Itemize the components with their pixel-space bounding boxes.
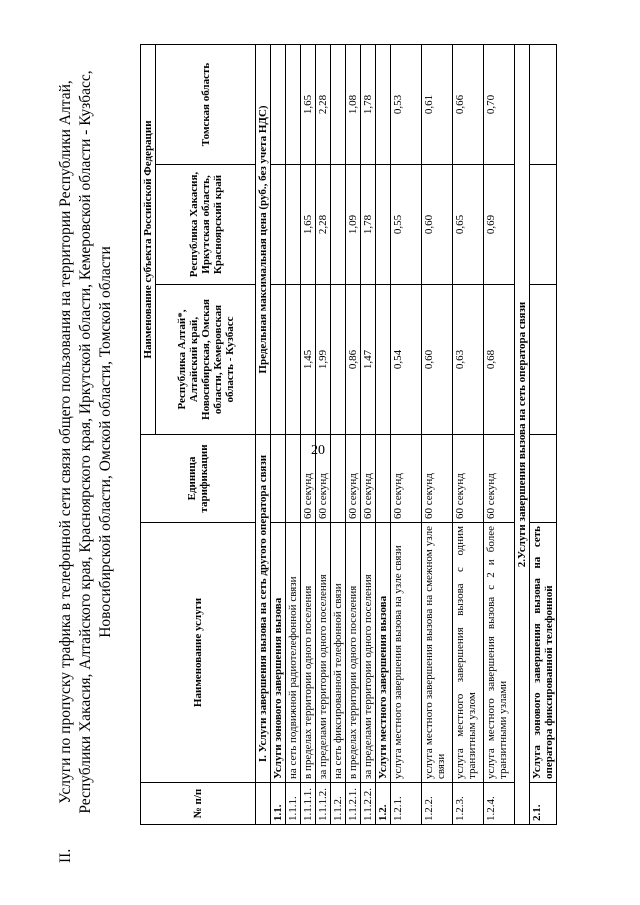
row-unit: 60 секунд [346,435,361,523]
row-price-region-1 [286,285,301,435]
row-num: 1.2.2. [422,783,453,825]
row-num: 1.2.1. [391,783,422,825]
row-price-region-2: 1,09 [346,165,361,285]
row-unit: 60 секунд [484,435,515,523]
row-price-region-3: 0,61 [422,44,453,164]
row-2-1-p2 [530,165,557,285]
row-2-1-name: Услуга зонового завершения вызова на сеть оператора фиксированной телефонной [530,523,557,783]
table-row [271,44,286,824]
row-unit: 60 секунд [361,435,376,523]
table-row [301,44,316,824]
row-num: 1.1.2.1. [346,783,361,825]
row-name: на сеть подвижной радиотелефонной связи [286,523,301,783]
table-row [422,44,453,824]
section-title [56,62,116,863]
row-unit: 60 секунд [391,435,422,523]
table-row [286,44,301,824]
row-price-region-2: 0,60 [422,165,453,285]
row-price-region-2: 1,78 [361,165,376,285]
row-price-region-2: 1,65 [301,165,316,285]
row-name: услуга местного завершения вызова с 2 и более транзитными узлами [484,523,515,783]
row-name: за пределами территории одного поселения [361,523,376,783]
row-name: услуга местного завершения вызова на узле связи [391,523,422,783]
table-row [331,44,346,824]
row-num: 1.1.1.2. [316,783,331,825]
row-num: 1.1.1. [286,783,301,825]
row-unit: 60 секунд [316,435,331,523]
row-2-1-p1 [530,285,557,435]
row-name: услуга местного завершения вызова на смежном узле связи [422,523,453,783]
row-price-region-3: 2,28 [316,44,331,164]
table-row [376,44,391,824]
row-price-region-1 [376,285,391,435]
row-price-region-1: 1,99 [316,285,331,435]
row-price-region-2: 2,28 [316,165,331,285]
row-price-region-1 [331,285,346,435]
row-num: 1.1.1.1. [301,783,316,825]
header-num: № п/п [141,783,256,825]
row-price-region-1: 0,63 [453,285,484,435]
price-note: Предельная максимальная цена (руб., без учета НДС) [256,44,271,434]
table-body [271,44,515,824]
header-region-1: Республика Алтай*, Алтайский край, Новосибирская, Омская области, Кемеровская область - Кузбасс [156,285,256,435]
row-price-region-3: 1,08 [346,44,361,164]
section-1-label: I. Услуги завершения вызова на сеть другого оператора связи [256,435,271,783]
row-price-region-3: 0,70 [484,44,515,164]
row-price-region-3: 1,65 [301,44,316,164]
row-unit [331,435,346,523]
header-region-group: Наименование субъекта Российской Федерации [141,44,156,434]
row-unit: 60 секунд [301,435,316,523]
section-number: II. [57,848,74,863]
row-price-region-2 [286,165,301,285]
row-price-region-3 [286,44,301,164]
row-name: в пределах территории одного поселения [346,523,361,783]
row-name: за пределами территории одного поселения [316,523,331,783]
row-num: 1.1.2.2. [361,783,376,825]
section-title-text: Услуги по пропуску трафика в телефонной сети связи общего пользования на территории Республики Алтай, Республики Хакасия, Алтайского края, Красноярского края, Иркутской области, Кемеровской области - Кузбасс, Новосибирской области, Омской области, Томской области [57,70,114,814]
row-name: Услуги зонового завершения вызова [271,523,286,783]
table-row [316,44,331,824]
header-unit: Единица тарификации [141,435,256,523]
row-num: 1.2. [376,783,391,825]
row-price-region-3 [271,44,286,164]
row-unit: 60 секунд [422,435,453,523]
row-price-region-2 [271,165,286,285]
table-row [361,44,376,824]
table-row [391,44,422,824]
row-price-region-1 [271,285,286,435]
header-name: Наименование услуги [141,523,256,783]
row-price-region-1: 0,86 [346,285,361,435]
row-price-region-1: 0,54 [391,285,422,435]
header-region-3: Томская область [156,44,256,164]
row-price-region-2: 0,69 [484,165,515,285]
row-price-region-1: 0,68 [484,285,515,435]
row-2-1-num: 2.1. [530,783,557,825]
row-price-region-3: 0,53 [391,44,422,164]
row-unit [271,435,286,523]
table-row [484,44,515,824]
row-name: на сеть фиксированной телефонной связи [331,523,346,783]
row-price-region-1: 1,47 [361,285,376,435]
row-price-region-3: 0,66 [453,44,484,164]
row-2-1-unit [530,435,557,523]
header-region-2: Республика Хакасия, Иркутская область, Красноярский край [156,165,256,285]
row-price-region-3 [331,44,346,164]
row-price-region-1: 0,60 [422,285,453,435]
price-note-spacer [256,783,271,825]
row-price-region-1: 1,45 [301,285,316,435]
row-price-region-2 [331,165,346,285]
row-name: Услуги местного завершения вызова [376,523,391,783]
tariff-table [140,44,557,825]
row-price-region-3: 1,78 [361,44,376,164]
table-row [346,44,361,824]
row-num: 1.1. [271,783,286,825]
row-price-region-2: 0,55 [391,165,422,285]
row-num: 1.2.4. [484,783,515,825]
row-unit: 60 секунд [453,435,484,523]
row-num: 1.1.2. [331,783,346,825]
row-num: 1.2.3. [453,783,484,825]
row-price-region-2: 0,65 [453,165,484,285]
row-price-region-2 [376,165,391,285]
section-2-label: 2.Услуги завершения вызова на сеть оператора связи [515,44,530,824]
row-2-1-p3 [530,44,557,164]
row-name: услуга местного завершения вызова с одним транзитным узлом [453,523,484,783]
row-unit [286,435,301,523]
row-name: в пределах территории одного поселения [301,523,316,783]
table-row [453,44,484,824]
row-price-region-3 [376,44,391,164]
row-unit [376,435,391,523]
page-number: 20 [311,443,325,458]
